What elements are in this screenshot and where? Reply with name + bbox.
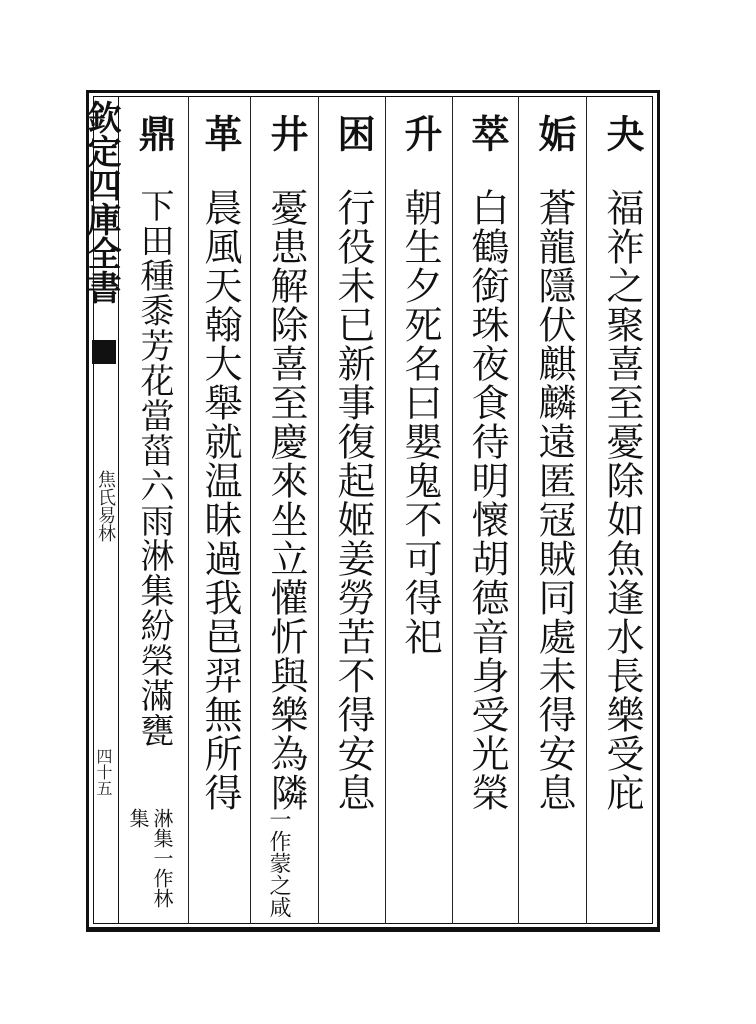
- book-title: 焦氏易林: [95, 470, 116, 542]
- text-column: [120, 96, 188, 924]
- text-column: [455, 96, 519, 924]
- page-number: 四十五: [94, 748, 113, 796]
- verse-text: 朝生夕死名曰嬰鬼不可得祀: [398, 188, 442, 656]
- verse-text: 行役未已新事復起姬姜勞苦不得安息: [331, 188, 375, 812]
- annotation-note: 淋集一作林集: [126, 808, 174, 908]
- text-column: [254, 96, 318, 924]
- verse-text: 白鶴銜珠夜食待明懷胡德音身受光榮: [465, 188, 509, 812]
- text-column: [522, 96, 586, 924]
- column-rule: [452, 96, 453, 924]
- hexagram-name: 井: [264, 114, 309, 152]
- column-rule: [385, 96, 386, 924]
- column-rule: [586, 96, 587, 924]
- verse-text: 蒼龍隱伏麒麟遠匿冦賊同處未得安息: [532, 188, 576, 812]
- text-column: [189, 96, 251, 924]
- hexagram-name: 困: [331, 114, 376, 152]
- series-title: 欽定四庫全書: [81, 100, 121, 304]
- hexagram-name: 姤: [532, 114, 577, 152]
- text-column: [321, 96, 385, 924]
- hexagram-name: 鼎: [132, 114, 177, 152]
- text-column: [590, 96, 654, 924]
- text-column: [388, 96, 452, 924]
- hexagram-name: 升: [398, 114, 443, 152]
- verse-text: 下田種黍芳花當菑六雨淋集紛榮滿甕: [134, 188, 174, 748]
- hexagram-name: 萃: [465, 114, 510, 152]
- bottom-border: [86, 928, 660, 932]
- column-rule: [318, 96, 319, 924]
- verse-text: 晨風天翰大舉就温昧過我邑羿無所得: [198, 188, 242, 812]
- hexagram-name: 革: [198, 114, 243, 152]
- verse-text: 憂患解除喜至慶來坐立懽忻與樂為隣: [264, 188, 308, 812]
- hexagram-name: 夬: [600, 114, 645, 152]
- fish-tail-mark: [92, 340, 116, 364]
- verse-text: 福祚之聚喜至憂除如魚逢水長樂受庇: [600, 188, 644, 812]
- annotation-note: 一作蒙之咸: [266, 808, 291, 918]
